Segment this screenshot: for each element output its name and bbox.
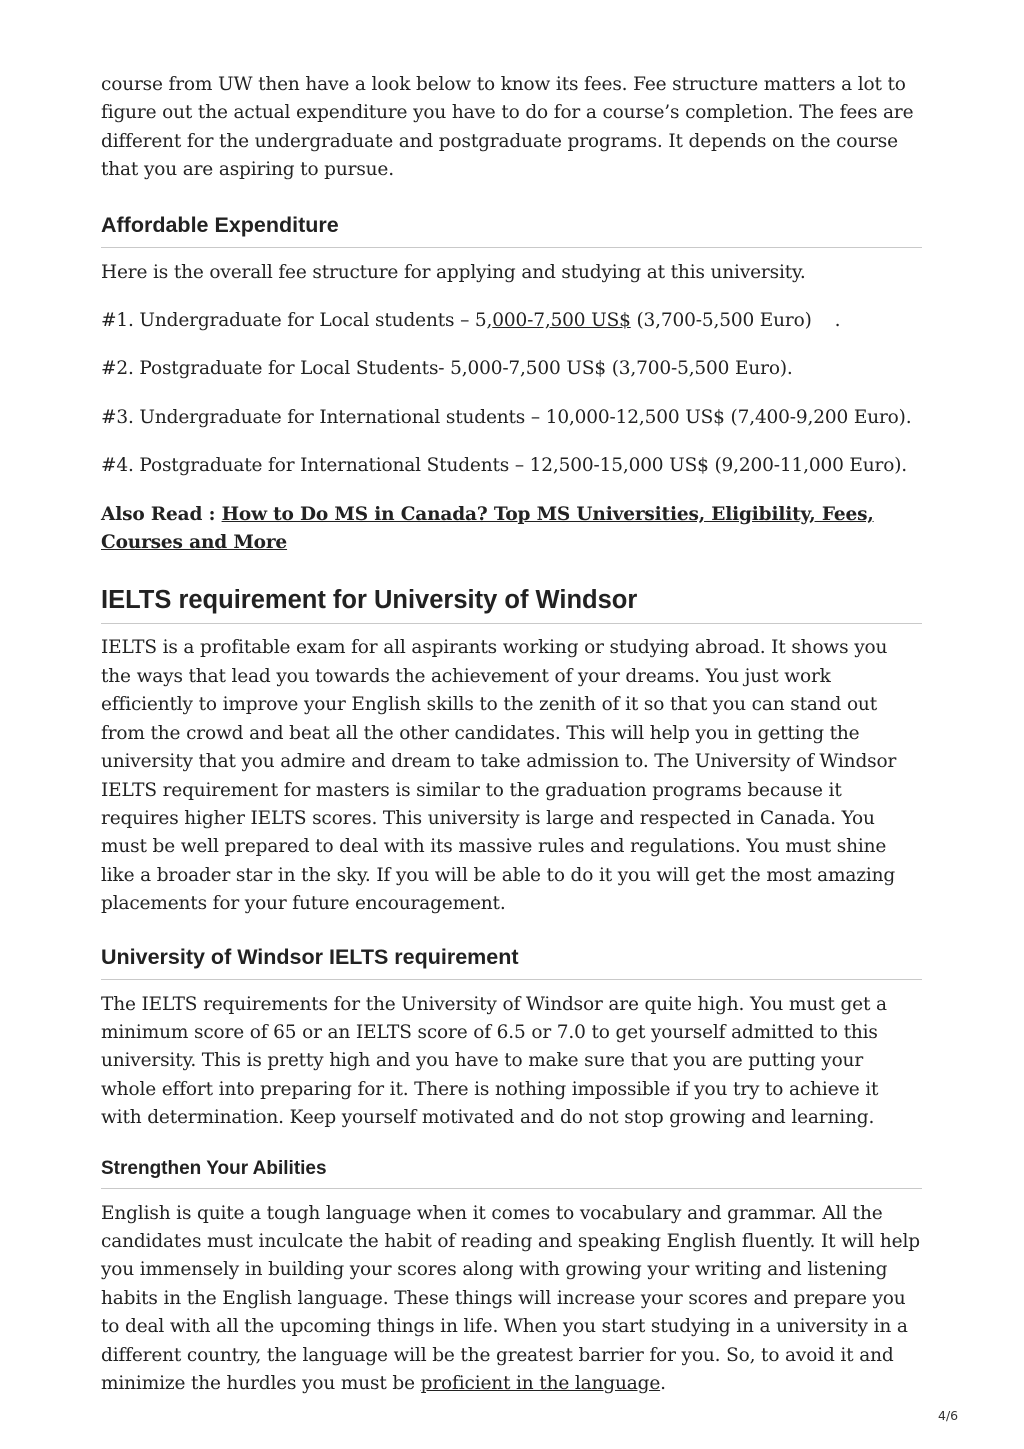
intro-paragraph: course from UW then have a look below to know its fees. Fee structure matters a lot to figure out the actual expenditure you have to do for a course’s completion. The fees are different for the undergraduate and postgraduate programs. It depends on the course that you are aspiring to pursue.	[101, 74, 914, 181]
fee-item-1-link[interactable]: 000-7,500 US$	[492, 310, 631, 332]
strengthen-abilities-heading: Strengthen Your Abilities	[101, 1158, 922, 1189]
page-number: 4/6	[938, 1408, 959, 1423]
windsor-ielts-paragraph: The IELTS requirements for the University of Windsor are quite high. You must get a minimum score of 65 or an IELTS score of 6.5 or 7.0 to get yourself admitted to this university. This is pretty high and you have to make sure that you are putting your whole effort into preparing for it. There is nothing impossible if you try to achieve it with determination. Keep yourself motivated and do not stop growing and learning.	[101, 993, 887, 1129]
fee-structure-lead: Here is the overall fee structure for applying and studying at this university.	[101, 261, 806, 283]
strengthen-text: English is quite a tough language when it comes to vocabulary and grammar. All the candidates must inculcate the habit of reading and speaking English fluently. It will help you immensely in building your scores along with growing your writing and listening habits in the English language. These things will increase your scores and prepare you to deal with all the upcoming things in life. When you start studying in a university in a different country, the language will be the greatest barrier for you. So, to avoid it and minimize the hurdles you must be	[101, 1202, 920, 1394]
strengthen-end: .	[660, 1373, 666, 1394]
proficient-link[interactable]: proficient in the language	[420, 1373, 661, 1394]
fee-item-1	[101, 307, 922, 335]
also-read-link[interactable]: How to Do MS in Canada? Top MS Universities, Eligibility, Fees, Courses and More	[101, 503, 874, 554]
also-read-label: Also Read :	[101, 503, 222, 525]
fee-item-1-suffix: (3,700-5,500 Euro) .	[630, 310, 841, 332]
fee-item-2: #2. Postgraduate for Local Students- 5,000-7,500 US$ (3,700-5,500 Euro).	[101, 358, 793, 380]
fee-item-1-prefix: #1. Undergraduate for Local students – 5,	[101, 310, 493, 332]
ielts-requirement-heading: IELTS requirement for University of Windsor	[101, 586, 922, 624]
fee-item-4: #4. Postgraduate for International Students – 12,500-15,000 US$ (9,200-11,000 Euro).	[101, 455, 908, 477]
fee-item-3: #3. Undergraduate for International students – 10,000-12,500 US$ (7,400-9,200 Euro).	[101, 406, 912, 428]
affordable-expenditure-heading: Affordable Expenditure	[101, 213, 922, 248]
ielts-paragraph: IELTS is a profitable exam for all aspirants working or studying abroad. It shows you the ways that lead you towards the achievement of your dreams. You just work efficiently to improve your English skills to the zenith of it so that you can stand out from the crowd and beat all the other candidates. This will help you in getting the university that you admire and dream to take admission to. The University of Windsor IELTS requirement for masters is similar to the graduation programs because it requires higher IELTS scores. This university is large and respected in Canada. You must be well prepared to deal with its massive rules and regulations. You must shine like a broader star in the sky. If you will be able to do it you will get the most amazing placements for your future encouragement.	[101, 637, 897, 915]
windsor-ielts-heading: University of Windsor IELTS requirement	[101, 945, 922, 980]
strengthen-paragraph	[101, 1200, 922, 1399]
article-body	[101, 71, 922, 1398]
also-read	[101, 501, 922, 558]
